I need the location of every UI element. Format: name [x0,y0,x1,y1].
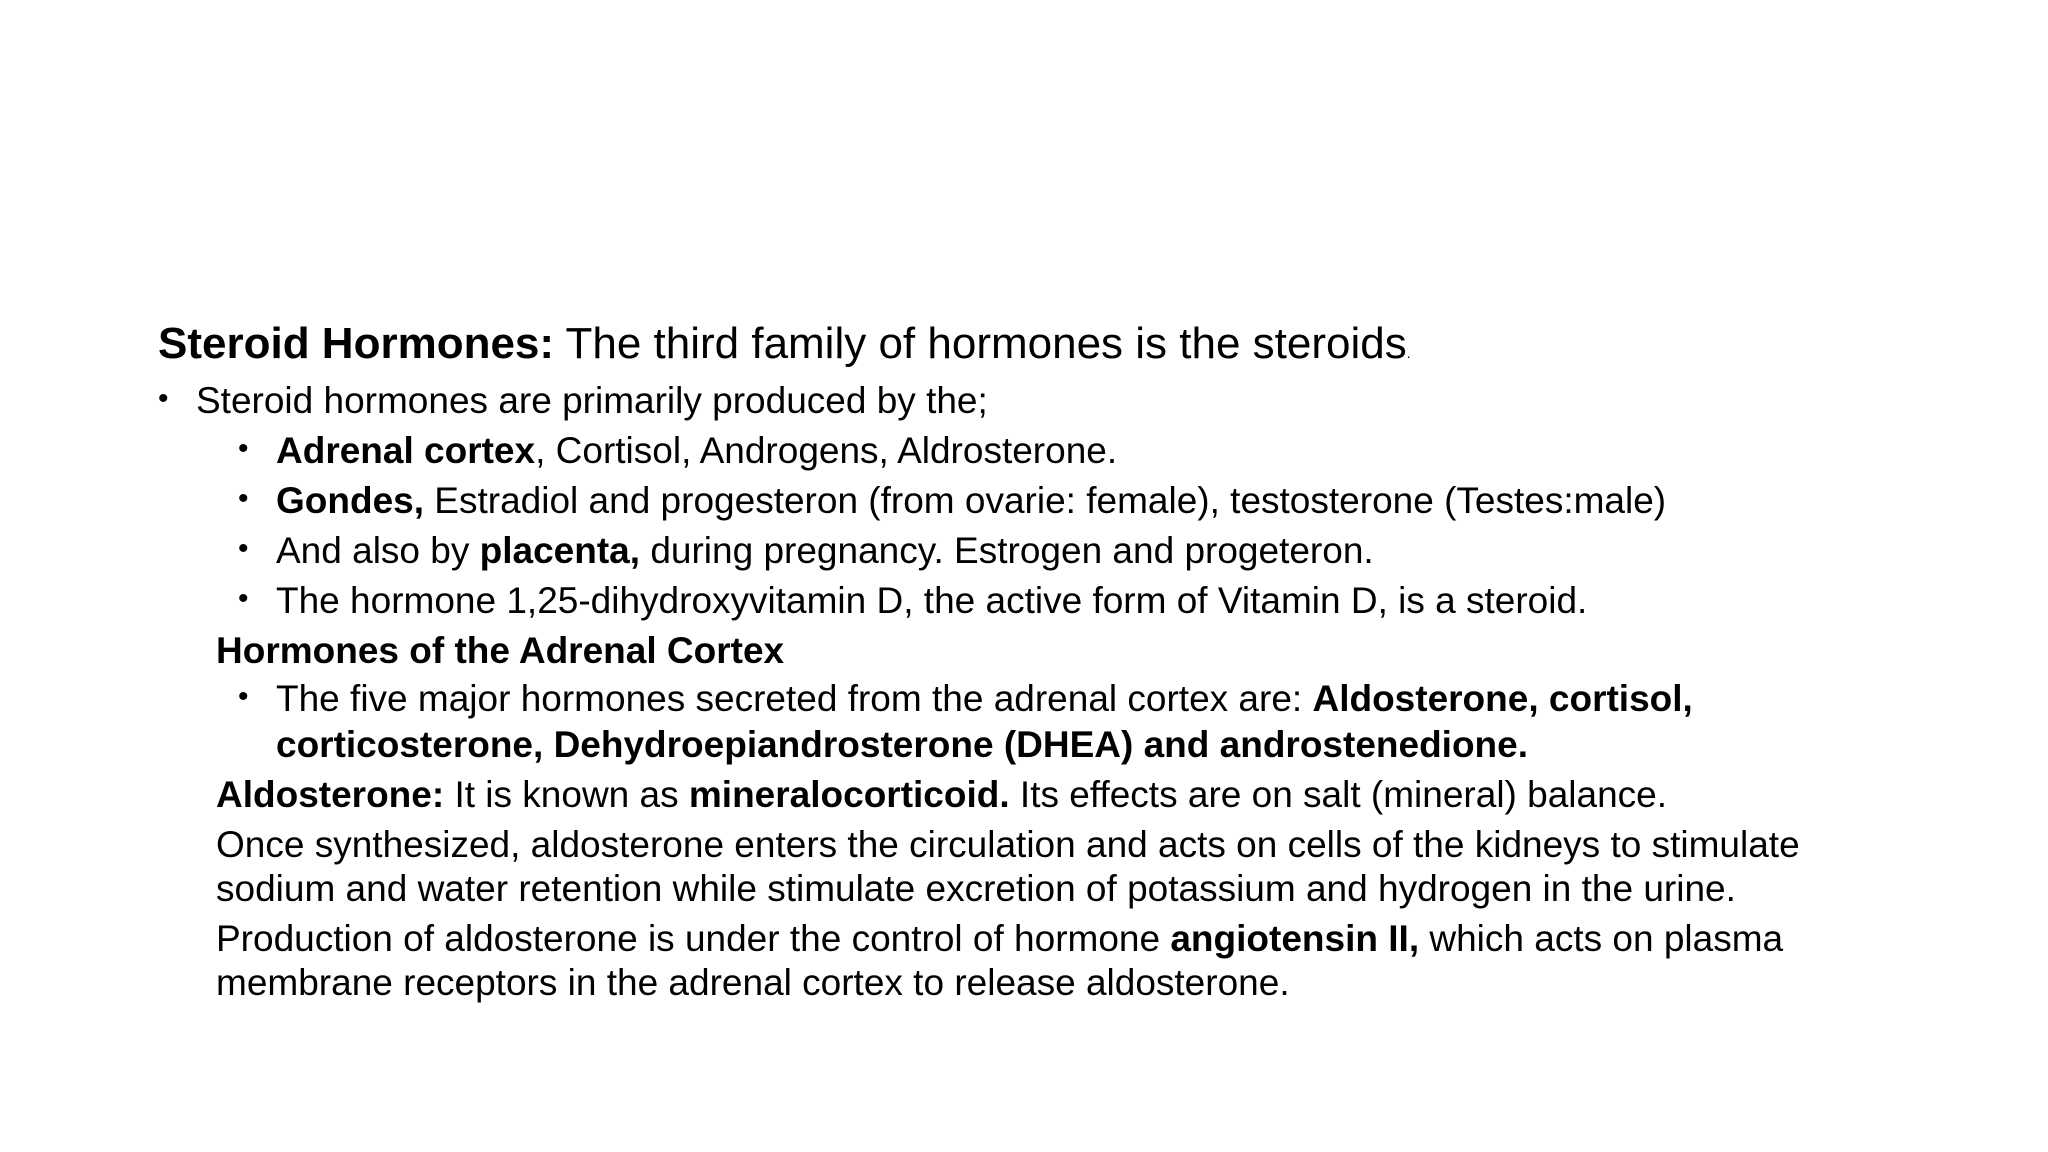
source-text: Estradiol and progesteron (from ovarie: female), testosterone (Testes:male) [424,480,1667,521]
paragraph-line [216,920,1783,957]
aldosterone-bold: mineralocorticoid. [688,774,1010,815]
paragraph-line [216,870,1736,907]
bullet-marker: • [238,482,249,515]
list-item-source-gonads [276,482,1666,519]
source-bold: placenta, [479,530,641,571]
source-text: The hormone 1,25-dihydroxyvitamin D, the active form of Vitamin D, is a steroid. [276,580,1588,621]
adrenal-bold: Aldosterone, cortisol, [1312,678,1693,719]
paragraph-text: membrane receptors in the adrenal cortex to release aldosterone. [216,962,1290,1003]
aldosterone-bold: Aldosterone: [216,774,445,815]
adrenal-text: The five major hormones secreted from the adrenal cortex are: [276,678,1313,719]
paragraph-text: sodium and water retention while stimulate excretion of potassium and hydrogen in the urine. [216,868,1736,909]
list-item-vitamin-d [276,582,1587,619]
paragraph-bold: angiotensin II, [1170,918,1420,959]
bullet-marker: • [238,432,249,465]
source-bold: Adrenal cortex [276,430,536,471]
list-item-adrenal-hormones [276,680,1693,717]
paragraph-text: Production of aldosterone is under the control of hormone [216,918,1171,959]
bullet-marker: • [158,382,169,415]
paragraph-line [216,826,1800,863]
adrenal-bold: corticosterone, Dehydroepiandrosterone (DHEA) and androstenedione. [276,724,1529,765]
title-end: . [1406,345,1411,361]
section-heading-adrenal [216,632,784,669]
bullet-marker: • [238,532,249,565]
slide-title [158,319,1411,368]
source-text: And also by [276,530,480,571]
paragraph-line [216,964,1290,1001]
bullet-marker: • [238,680,249,713]
section-heading-text: Hormones of the Adrenal Cortex [216,630,785,671]
source-text: , Cortisol, Androgens, Aldrosterone. [535,430,1118,471]
aldosterone-text: Its effects are on salt (mineral) balance. [1009,774,1668,815]
paragraph-text: Once synthesized, aldosterone enters the circulation and acts on cells of the kidneys to stimulate [216,824,1800,865]
title-bold: Steroid Hormones: [158,319,555,368]
aldosterone-text: It is known as [444,774,689,815]
list-item-source-adrenal [276,432,1117,469]
list-item-adrenal-hormones-cont [276,726,1528,763]
bullet-marker: • [238,582,249,615]
title-text: The third family of hormones is the steroids [554,319,1407,368]
bullet-level1 [196,382,988,419]
bullet-level1-text: Steroid hormones are primarily produced by the; [196,380,988,421]
source-bold: Gondes, [276,480,425,521]
aldosterone-definition [216,776,1667,813]
list-item-source-placenta [276,532,1374,569]
paragraph-text: which acts on plasma [1419,918,1784,959]
source-text: during pregnancy. Estrogen and progeteron. [640,530,1374,571]
